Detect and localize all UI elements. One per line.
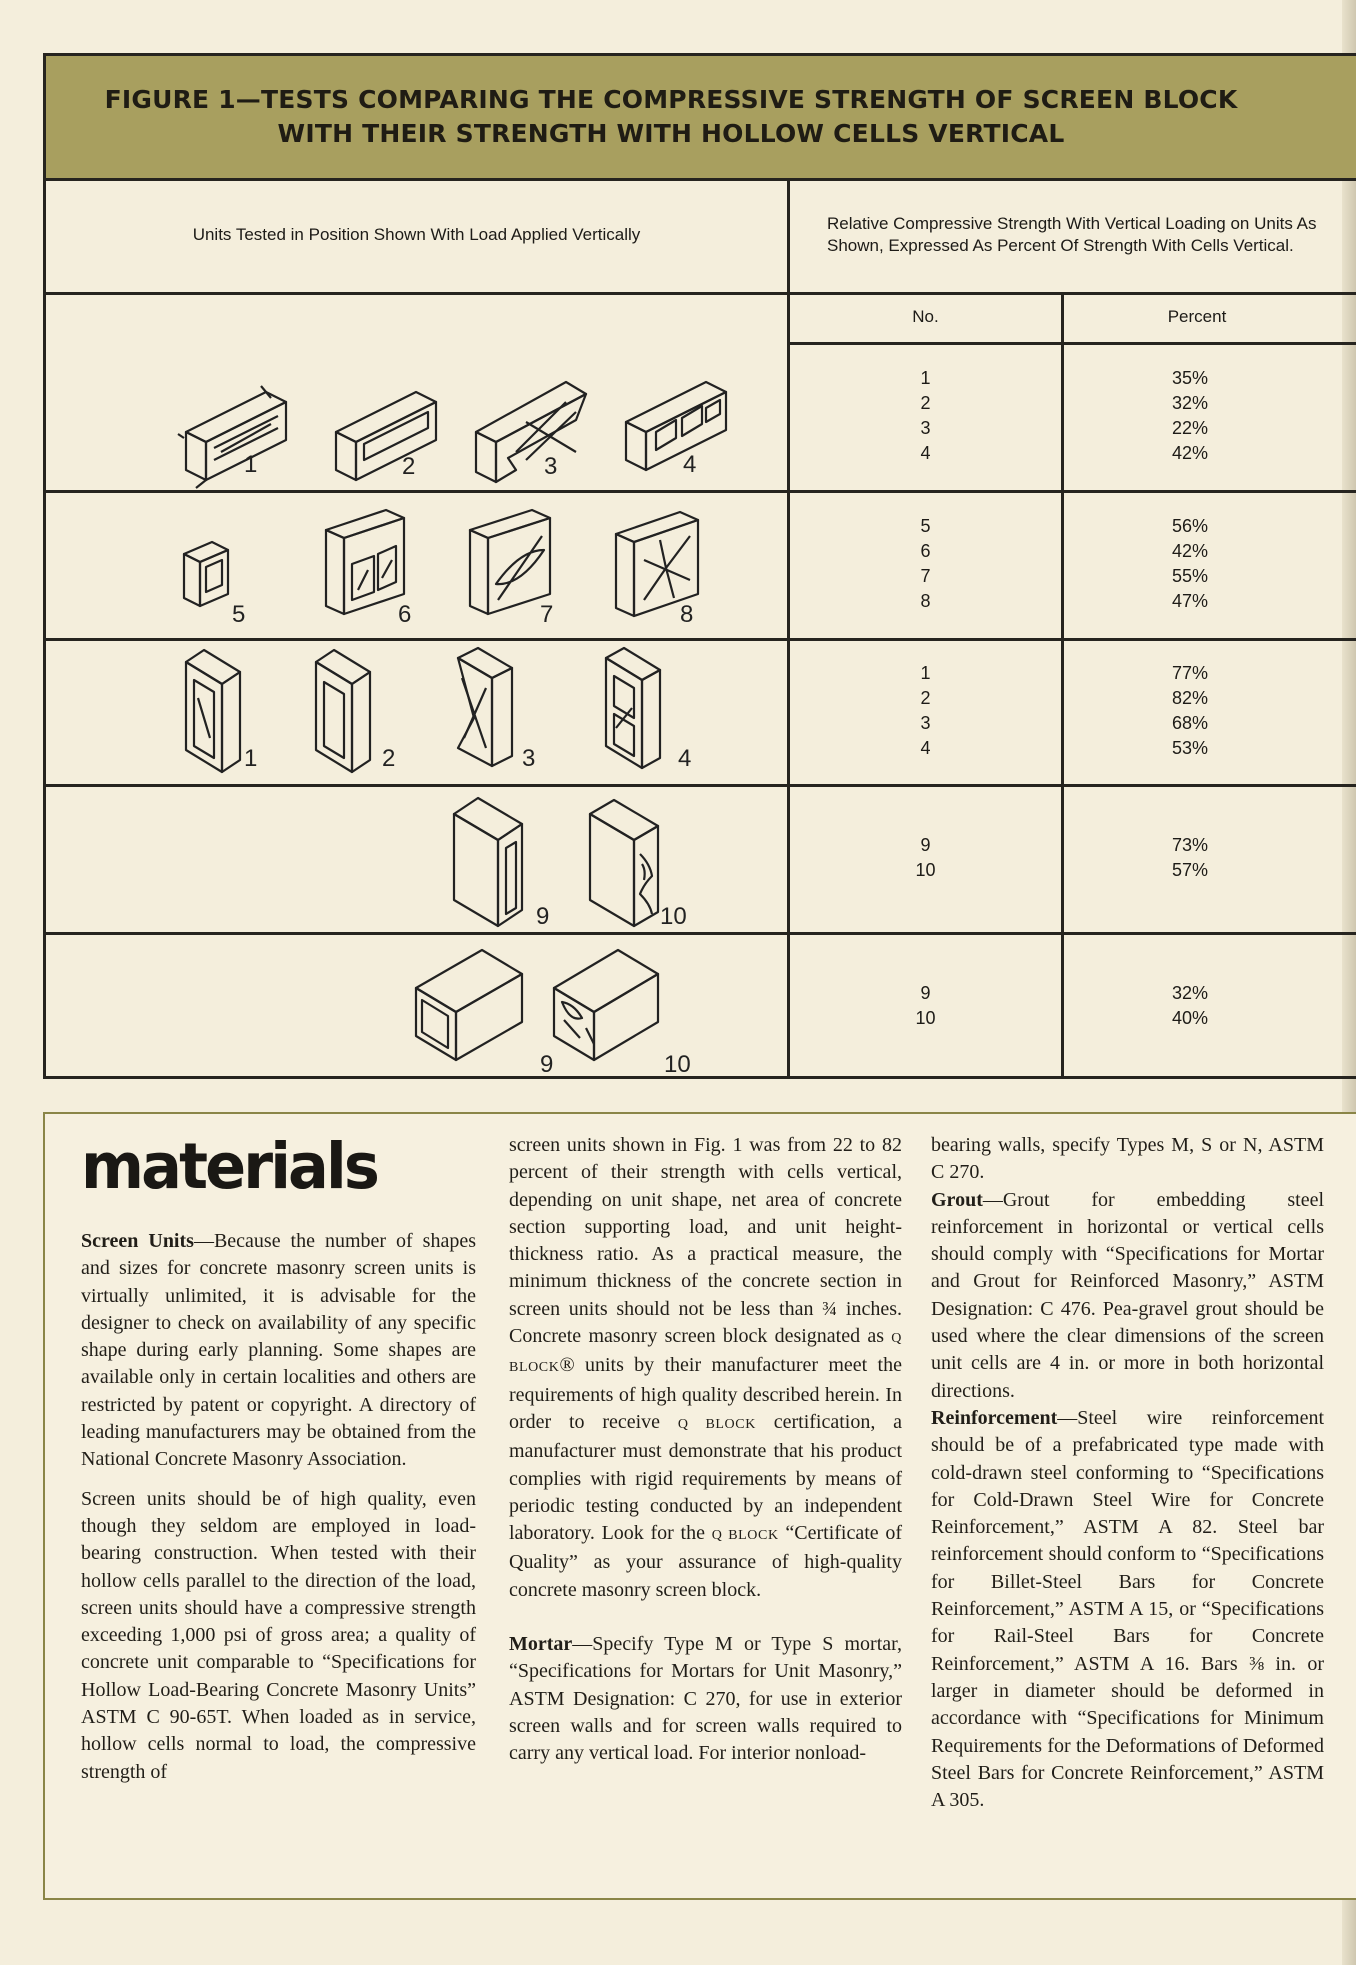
block-4-drawing <box>626 382 726 478</box>
row-1-label-4: 4 <box>683 451 697 478</box>
row-2-percents <box>1064 490 1356 638</box>
row-2-label-7: 7 <box>540 601 554 628</box>
block-10-horizontal-drawing <box>554 950 691 1078</box>
row-2-numbers <box>790 490 1064 638</box>
reinforcement-paragraph <box>931 1405 1324 1814</box>
row-5-label-9: 9 <box>540 1051 554 1078</box>
row-1-numbers <box>790 342 1064 490</box>
row-4-label-10: 10 <box>660 903 687 930</box>
row-2-blocks-drawing <box>46 490 787 638</box>
materials-column-1 <box>81 1132 476 1786</box>
row-3-drawings <box>46 638 790 784</box>
row-1-no-2: 2 <box>920 393 931 413</box>
row-3-no-3: 3 <box>920 713 931 733</box>
block-2-vertical-drawing <box>316 650 395 772</box>
mortar-paragraph <box>509 1631 902 1767</box>
row-5-blocks-drawing <box>46 932 787 1079</box>
materials-heading: materials <box>81 1130 377 1203</box>
row-3-percent-1: 77% <box>1171 663 1209 683</box>
screen-units-quality-paragraph: Screen units should be of high quality, even though they seldom are employed in load-bearing construction. When tested with their hollow cells parallel to the direction of the load, screen units should have a compressive strength exceeding 1,000 psi of gross area; a quality of concrete unit comparable to “Specifications for Hollow Load-Bearing Concrete Masonry Units” ASTM C 90-65T. When loaded as in service, hollow cells normal to load, the compressive strength of <box>81 1487 476 1783</box>
col2-text-b: ® units by their manufacturer meet the requirements of high quality described herein. In order to receive <box>509 1354 902 1433</box>
figure-row-4 <box>46 784 1356 935</box>
row-1-no-4: 4 <box>920 443 931 463</box>
figure-row-1 <box>46 342 1356 493</box>
row-1-no-1: 1 <box>920 368 931 388</box>
screen-units-paragraph <box>81 1228 476 1474</box>
row-3-label-2: 2 <box>382 745 396 772</box>
row-3-no-1: 1 <box>920 663 931 683</box>
figure-row-3 <box>46 638 1356 787</box>
block-1-vertical-drawing <box>186 650 257 772</box>
column-header-percent: Percent <box>1167 307 1227 326</box>
row-3-percent-3: 68% <box>1171 713 1209 733</box>
block-8-drawing <box>616 512 698 628</box>
row-2-no-1: 5 <box>920 516 931 536</box>
figure-title-line-2: WITH THEIR STRENGTH WITH HOLLOW CELLS VERTICAL <box>277 119 1065 148</box>
row-2-no-4: 8 <box>920 591 931 611</box>
block-9-vertical-drawing <box>454 798 549 930</box>
row-3-label-1: 1 <box>244 745 258 772</box>
mortar-continued-paragraph: bearing walls, specify Types M, S or N, ASTM C 270. <box>931 1134 1324 1184</box>
grout-paragraph <box>931 1187 1324 1405</box>
figure-row-2 <box>46 490 1356 641</box>
screen-units-title: Screen Units <box>81 1230 194 1252</box>
row-2-label-6: 6 <box>398 601 412 628</box>
row-5-no-1: 9 <box>920 982 931 1003</box>
block-1-drawing <box>178 386 286 488</box>
row-5-percent-1: 32% <box>1171 982 1209 1003</box>
block-7-drawing <box>470 510 553 628</box>
row-5-no-2: 10 <box>915 1007 936 1028</box>
block-6-drawing <box>326 510 411 628</box>
row-1-percent-1: 35% <box>1171 368 1209 388</box>
row-4-percent-1: 73% <box>1171 835 1209 855</box>
row-2-percent-2: 42% <box>1171 541 1209 561</box>
block-3-vertical-drawing <box>458 648 535 772</box>
row-2-percent-4: 47% <box>1171 591 1209 611</box>
row-2-no-3: 7 <box>920 566 931 586</box>
row-3-blocks-drawing <box>46 638 787 784</box>
mortar-text: —Specify Type M or Type S mortar, “Specifications for Mortars for Unit Masonry,” ASTM Designation: C 270, for use in exterior screen walls and for screen walls required to carry any vertical load. For interior nonload- <box>509 1633 902 1765</box>
row-4-no-2: 10 <box>915 860 936 880</box>
row-2-label-8: 8 <box>680 601 694 628</box>
qblock-mark-2: Q BLOCK <box>677 1416 756 1432</box>
grout-text: —Grout for embedding steel reinforcement in horizontal or vertical cells should comply with “Specifications for Mortar and Grout for Reinforced Masonry,” ASTM Designation: C 476. Pea-gravel grout should be used where the clear dimensions of the screen unit cells are 4 in. or more in both horizontal directions. <box>931 1188 1324 1402</box>
row-5-label-10: 10 <box>664 1051 691 1078</box>
row-4-percent-2: 57% <box>1171 860 1209 880</box>
screen-units-text: —Because the number of shapes and sizes for concrete masonry screen units is virtually unlimited, it is advisable for the designer to check on availability of any specific shape during early planning. Some shapes are available only in certain localities and others are restricted by patent or copyright. A directory of leading manufacturers may be obtained from the National Concrete Masonry Association. <box>81 1230 476 1471</box>
row-5-numbers <box>790 932 1064 1079</box>
row-2-percent-1: 56% <box>1171 516 1209 536</box>
grout-title: Grout <box>931 1188 983 1211</box>
screen-units-continued-paragraph <box>509 1132 902 1604</box>
row-3-percent-4: 53% <box>1171 738 1209 758</box>
figure-header-row <box>46 178 1356 295</box>
row-2-percent-3: 55% <box>1171 566 1209 586</box>
figure-subheader <box>787 292 1356 345</box>
header-relative-strength: Relative Compressive Strength With Vertical Loading on Units As Shown, Expressed As Percent Of Strength With Cells Vertical. <box>827 214 1317 255</box>
figure-title-line-1: FIGURE 1—TESTS COMPARING THE COMPRESSIVE STRENGTH OF SCREEN BLOCK <box>104 85 1238 114</box>
block-9-horizontal-drawing <box>416 950 553 1078</box>
row-3-label-4: 4 <box>678 745 692 772</box>
block-4-vertical-drawing <box>606 648 691 772</box>
block-3-drawing <box>476 382 586 482</box>
row-2-label-5: 5 <box>232 601 246 628</box>
reinforcement-text: —Steel wire reinforcement should be of a prefabricated type made with cold-drawn steel conforming to “Specifications for Cold-Drawn Steel Wire for Concrete Reinforcement,” ASTM A 82. Steel bar reinforcement should conform to “Specifications for Billet-Steel Bars for Concrete Reinforcement,” ASTM A 15, or “Specifications for Rail-Steel Bars for Concrete Reinforcement,” ASTM A 16. Bars ⅜ in. or larger in diameter should be deformed in accordance with “Specifications for Minimum Requirements for the Deformations of Deformed Steel Bars for Concrete Reinforcement,” ASTM A 305. <box>931 1406 1324 1812</box>
row-3-numbers <box>790 638 1064 784</box>
row-4-drawings <box>46 784 790 932</box>
row-1-label-2: 2 <box>402 453 416 480</box>
row-3-no-2: 2 <box>920 688 931 708</box>
reinforcement-title: Reinforcement <box>931 1406 1058 1429</box>
row-1-label-3: 3 <box>544 453 558 480</box>
figure-title <box>46 56 1356 181</box>
column-header-no: No. <box>790 292 1064 342</box>
row-1-no-3: 3 <box>920 418 931 438</box>
row-1-blocks-drawing <box>46 342 787 490</box>
block-5-drawing <box>184 542 245 628</box>
row-2-drawings <box>46 490 790 638</box>
row-5-percents <box>1064 932 1356 1079</box>
row-4-label-9: 9 <box>536 903 550 930</box>
col2-text-c: certification, a manufacturer must demonstrate that his product complies with rigid requirements by means of periodic testing conducted by an independent laboratory. Look for the <box>509 1410 902 1545</box>
row-1-percent-3: 22% <box>1171 418 1209 438</box>
block-2-drawing <box>336 392 436 480</box>
row-2-no-2: 6 <box>920 541 931 561</box>
row-3-label-3: 3 <box>522 745 536 772</box>
row-1-percents <box>1064 342 1356 490</box>
materials-section <box>43 1112 1356 1900</box>
row-4-numbers <box>790 784 1064 932</box>
row-1-percent-2: 32% <box>1171 393 1209 413</box>
row-3-no-4: 4 <box>920 738 931 758</box>
materials-column-2 <box>509 1132 902 1768</box>
col2-text-a: screen units shown in Fig. 1 was from 22 to 82 percent of their strength with cells vertical, depending on unit shape, net area of concrete section supporting load, and unit height-thickness ratio. As a practical measure, the minimum thickness of the concrete section in screen units should not be less than ¾ inches. Concrete masonry screen block designated as <box>509 1134 902 1348</box>
row-4-blocks-drawing <box>46 784 787 932</box>
row-4-percents <box>1064 784 1356 932</box>
figure-row-5 <box>46 932 1356 1079</box>
row-1-percent-4: 42% <box>1171 443 1209 463</box>
row-3-percent-2: 82% <box>1171 688 1209 708</box>
figure-1 <box>43 53 1356 1079</box>
col2-text-d: “Certificate of Quality” as your assurance of high-quality concrete masonry screen block. <box>509 1522 903 1601</box>
qblock-mark-3: Q BLOCK <box>711 1528 779 1544</box>
qblock-mark-1: Q BLOCK <box>509 1331 903 1376</box>
row-5-drawings <box>46 932 790 1079</box>
row-5-percent-2: 40% <box>1171 1007 1209 1028</box>
header-units-tested: Units Tested in Position Shown With Load Applied Vertically <box>46 178 790 292</box>
row-1-drawings <box>46 342 790 490</box>
mortar-title: Mortar <box>509 1633 573 1656</box>
block-10-vertical-drawing <box>590 800 687 930</box>
row-4-no-1: 9 <box>920 835 931 855</box>
materials-column-3 <box>931 1132 1324 1814</box>
row-3-percents <box>1064 638 1356 784</box>
row-1-label-1: 1 <box>244 451 258 478</box>
